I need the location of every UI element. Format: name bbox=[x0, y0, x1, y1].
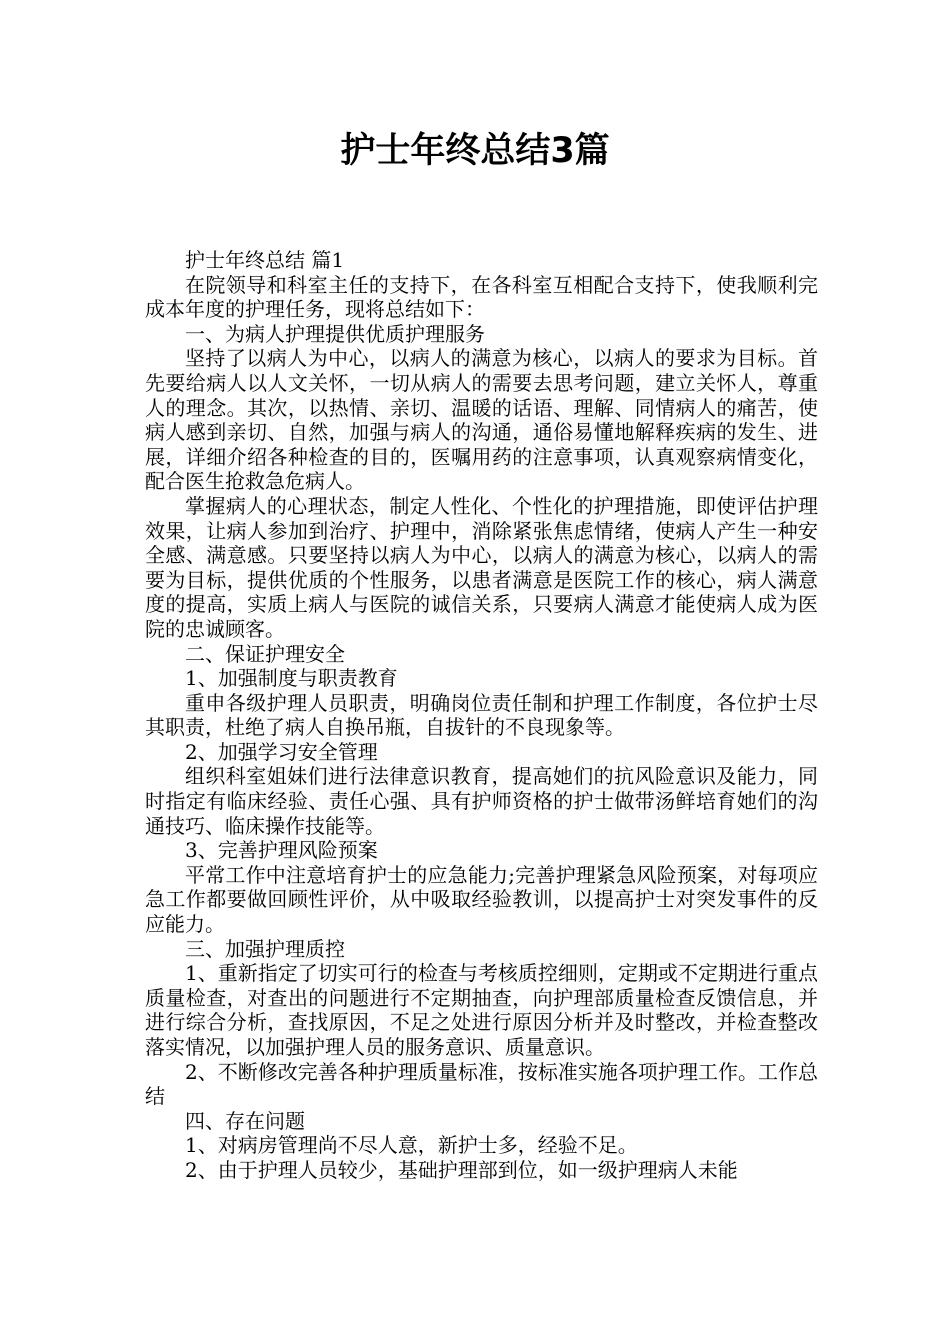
paragraph: 重申各级护理人员职责，明确岗位责任制和护理工作制度，各位护士尽其职责，杜绝了病人自换吊瓶，自拔针的不良现象等。 bbox=[145, 690, 818, 740]
section-heading: 三、加强护理质控 bbox=[185, 936, 345, 961]
document-body bbox=[145, 248, 818, 1183]
paragraph: 组织科室姐妹们进行法律意识教育，提高她们的抗风险意识及能力，同时指定有临床经验、责任心强、具有护师资格的护士做带汤鲜培育她们的沟通技巧、临床操作技能等。 bbox=[145, 764, 818, 838]
paragraph: 平常工作中注意培育护士的应急能力;完善护理紧急风险预案，对每项应急工作都要做回顾性评价，从中吸取经验教训，以提高护士对突发事件的反应能力。 bbox=[145, 862, 818, 937]
paragraph: 掌握病人的心理状态，制定人性化、个性化的护理措施，即使评估护理效果，让病人参加到治疗、护理中，消除紧张焦虑情绪，使病人产生一种安全感、满意感。只要坚持以病人为中心，以病人的满意为核心，以病人的需要为目标，提供优质的个性服务，以患者满意是医院工作的核心，病人满意度的提高，实质上病人与医院的诚信关系，只要病人满意才能使病人成为医院的忠诚顾客。 bbox=[145, 493, 818, 641]
paragraph: 在院领导和科室主任的支持下，在各科室互相配合支持下，使我顺利完成本年度的护理任务，现将总结如下： bbox=[145, 272, 818, 322]
paragraph: 2、由于护理人员较少，基础护理部到位，如一级护理病人未能 bbox=[185, 1157, 738, 1182]
document-title: 护士年终总结3篇 bbox=[340, 131, 610, 171]
section-heading: 二、保证护理安全 bbox=[185, 641, 345, 666]
paragraph: 2、不断修改完善各种护理质量标准，按标准实施各项护理工作。工作总结 bbox=[145, 1059, 818, 1109]
section-heading: 四、存在问题 bbox=[185, 1108, 305, 1133]
subsection-heading: 2、加强学习安全管理 bbox=[185, 739, 378, 764]
section-heading: 一、为病人护理提供优质护理服务 bbox=[185, 321, 485, 346]
subsection-heading: 1、加强制度与职责教育 bbox=[185, 666, 398, 691]
section-heading: 护士年终总结 篇1 bbox=[185, 248, 345, 272]
paragraph: 坚持了以病人为中心，以病人的满意为核心，以病人的要求为目标。首先要给病人以人文关怀，一切从病人的需要去思考问题，建立关怀人，尊重人的理念。其次，以热情、亲切、温暖的话语、理解、同情病人的痛苦，使病人感到亲切、自然，加强与病人的沟通，通俗易懂地解释疾病的发生、进展，详细介绍各种检查的目的，医嘱用药的注意事项，认真观察病情变化，配合医生抢救急危病人。 bbox=[145, 346, 818, 494]
paragraph: 1、对病房管理尚不尽人意，新护士多，经验不足。 bbox=[185, 1133, 638, 1158]
paragraph: 1、重新指定了切实可行的检查与考核质控细则，定期或不定期进行重点质量检查，对查出的问题进行不定期抽查，向护理部质量检查反馈信息，并进行综合分析，查找原因，不足之处进行原因分析并及时整改，并检查整改落实情况，以加强护理人员的服务意识、质量意识。 bbox=[145, 961, 818, 1059]
subsection-heading: 3、完善护理风险预案 bbox=[185, 838, 378, 863]
